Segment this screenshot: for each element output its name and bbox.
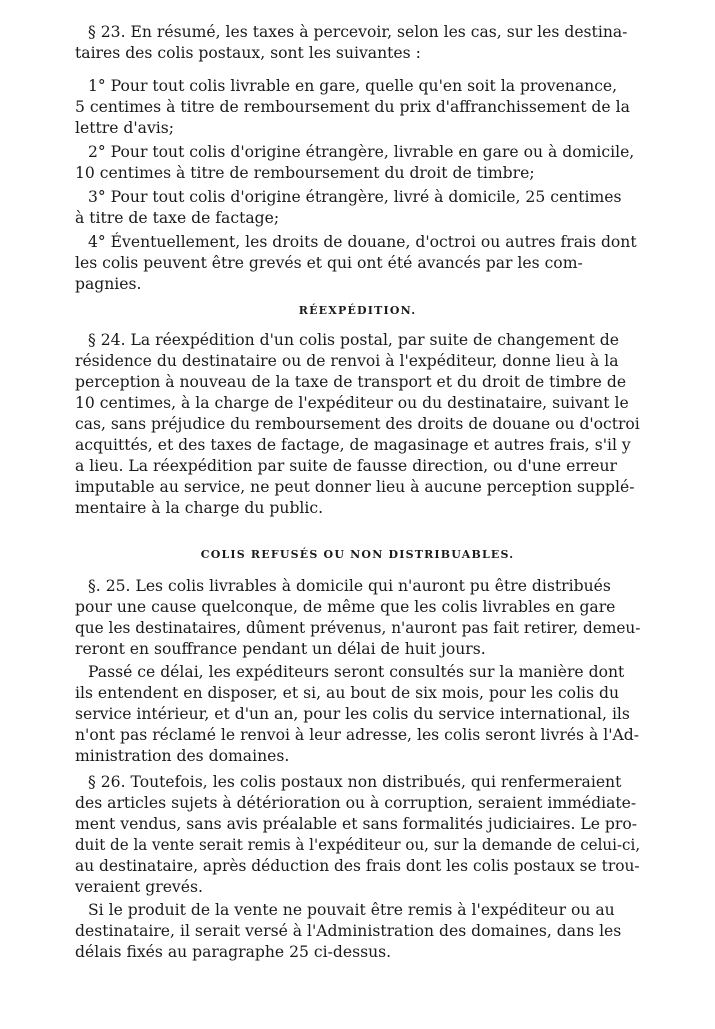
text-line: § 24. La réexpédition d'un colis postal, par suite de changement de	[88, 331, 620, 349]
text-line: cas, sans préjudice du remboursement des droits de douane ou d'octroi	[75, 415, 640, 433]
text-line: §. 25. Les colis livrables à domicile qui n'auront pu être distribués	[88, 577, 611, 595]
text-line: ment vendus, sans avis préalable et sans formalités judiciaires. Le pro-	[75, 815, 638, 833]
text-line: duit de la vente serait remis à l'expéditeur ou, sur la demande de celui-ci,	[75, 836, 641, 854]
text-line: taires des colis postaux, sont les suivantes :	[75, 44, 421, 62]
text-line: pagnies.	[75, 275, 142, 293]
text-line: 3° Pour tout colis d'origine étrangère, livré à domicile, 25 centimes	[88, 188, 622, 206]
text-line: mentaire à la charge du public.	[75, 499, 324, 517]
text-line: destinataire, il serait versé à l'Administration des domaines, dans les	[75, 922, 622, 940]
text-line: service intérieur, et d'un an, pour les colis du service international, ils	[75, 705, 630, 723]
text-line: 10 centimes à titre de remboursement du droit de timbre;	[75, 164, 535, 182]
text-line: que les destinataires, dûment prévenus, n'auront pas fait retirer, demeu-	[75, 619, 641, 637]
text-line: 1° Pour tout colis livrable en gare, quelle qu'en soit la provenance,	[88, 77, 618, 95]
text-line: perception à nouveau de la taxe de transport et du droit de timbre de	[75, 373, 627, 391]
text-line: 5 centimes à titre de remboursement du prix d'affranchissement de la	[75, 98, 630, 116]
text-line: veraient grevés.	[75, 878, 203, 896]
text-line: acquittés, et des taxes de factage, de magasinage et autres frais, s'il y	[75, 436, 631, 454]
text-line: ils entendent en disposer, et si, au bout de six mois, pour les colis du	[75, 684, 620, 702]
section-heading: RÉEXPÉDITION.	[298, 304, 417, 317]
text-line: ministration des domaines.	[75, 747, 290, 765]
text-line: a lieu. La réexpédition par suite de fausse direction, ou d'une erreur	[75, 457, 617, 475]
text-line: pour une cause quelconque, de même que les colis livrables en gare	[75, 598, 616, 616]
text-line: 4° Éventuellement, les droits de douane, d'octroi ou autres frais dont	[88, 233, 637, 251]
text-line: au destinataire, après déduction des frais dont les colis postaux se trou-	[75, 857, 640, 875]
text-line: reront en souffrance pendant un délai de huit jours.	[75, 640, 486, 658]
text-line: des articles sujets à détérioration ou à corruption, seraient immédiate-	[75, 794, 637, 812]
text-line: délais fixés au paragraphe 25 ci-dessus.	[75, 943, 392, 961]
text-line: Si le produit de la vente ne pouvait être remis à l'expéditeur ou au	[88, 901, 615, 919]
text-line: 10 centimes, à la charge de l'expéditeur ou du destinataire, suivant le	[75, 394, 629, 412]
text-line: lettre d'avis;	[75, 119, 175, 137]
text-line: à titre de taxe de factage;	[75, 209, 280, 227]
section-heading: COLIS REFUSÉS OU NON DISTRIBUABLES.	[200, 548, 515, 561]
text-line: résidence du destinataire ou de renvoi à l'expéditeur, donne lieu à la	[75, 352, 619, 370]
text-line: 2° Pour tout colis d'origine étrangère, livrable en gare ou à domicile,	[88, 143, 635, 161]
text-line: § 23. En résumé, les taxes à percevoir, selon les cas, sur les destina-	[88, 23, 628, 41]
text-line: imputable au service, ne peut donner lieu à aucune perception supplé-	[75, 478, 635, 496]
text-line: n'ont pas réclamé le renvoi à leur adresse, les colis seront livrés à l'Ad-	[75, 726, 640, 744]
text-line: les colis peuvent être grevés et qui ont été avancés par les com-	[75, 254, 583, 272]
text-line: § 26. Toutefois, les colis postaux non distribués, qui renfermeraient	[88, 773, 622, 791]
text-line: Passé ce délai, les expéditeurs seront consultés sur la manière dont	[88, 663, 625, 681]
